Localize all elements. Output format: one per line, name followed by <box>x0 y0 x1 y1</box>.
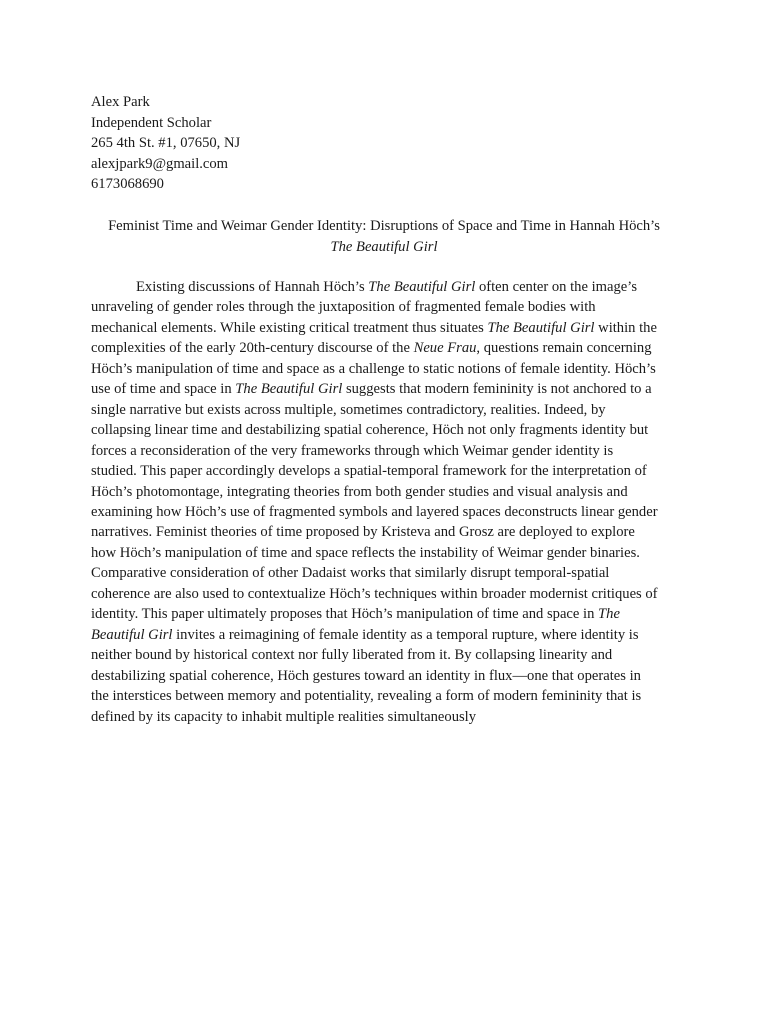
title-artwork-name: The Beautiful Girl <box>330 238 438 255</box>
text-run: often center on the image’s <box>475 279 637 295</box>
abstract-paragraph <box>91 277 691 727</box>
abstract-line: unraveling of gender roles through the juxtaposition of fragmented female bodies with <box>91 299 596 316</box>
text-run: mechanical elements. While existing critical treatment thus situates <box>91 319 488 336</box>
author-affiliation: Independent Scholar <box>91 114 212 131</box>
author-address: 265 4th St. #1, 07650, NJ <box>91 135 241 152</box>
italic-run: Neue Frau <box>413 340 477 357</box>
text-run: suggests that modern femininity is not anchored to a <box>342 381 652 398</box>
title-line-1: Feminist Time and Weimar Gender Identity: Disruptions of Space and Time in Hannah Höch’s <box>108 218 660 234</box>
author-name: Alex Park <box>91 94 150 110</box>
text-run: Existing discussions of Hannah Höch’s <box>136 279 369 295</box>
author-phone: 6173068690 <box>91 176 164 193</box>
text-run: , questions remain concerning <box>476 340 652 357</box>
author-email: alexjpark9@gmail.com <box>91 155 229 172</box>
abstract-line: Höch’s photomontage, integrating theories from both gender studies and visual analysis and <box>91 483 628 500</box>
title-line-2 <box>82 237 686 258</box>
text-run: invites a reimagining of female identity as a temporal rupture, where identity is <box>172 626 639 643</box>
abstract-line <box>91 277 691 297</box>
abstract-line <box>91 379 691 399</box>
paper-title <box>82 216 686 257</box>
author-info <box>91 92 240 195</box>
abstract-line: narratives. Feminist theories of time proposed by Kristeva and Grosz are deployed to explore <box>91 524 635 541</box>
abstract-line: neither bound by historical context nor fully liberated from it. By collapsing linearity and <box>91 647 613 664</box>
text-run: complexities of the early 20th-century discourse of the <box>91 340 414 357</box>
text-run: use of time and space in <box>91 381 236 398</box>
abstract-line: collapsing linear time and destabilizing spatial coherence, Höch not only fragments identity but <box>91 422 649 439</box>
italic-run: Beautiful Girl <box>91 626 173 643</box>
abstract-line: defined by its capacity to inhabit multiple realities simultaneously <box>91 708 477 725</box>
abstract-line: Comparative consideration of other Dadaist works that similarly disrupt temporal-spatial <box>91 565 610 582</box>
text-run: identity. This paper ultimately proposes that Höch’s manipulation of time and space in <box>91 606 599 623</box>
italic-run: The Beautiful Girl <box>487 319 595 336</box>
abstract-line: coherence are also used to contextualize Höch’s techniques within broader modernist critiques of <box>91 585 658 602</box>
text-run: within the <box>594 319 657 336</box>
abstract-line: destabilizing spatial coherence, Höch gestures toward an identity in flux—one that operates in <box>91 667 641 684</box>
abstract-line: examining how Höch’s use of fragmented symbols and layered spaces deconstructs linear gender <box>91 503 658 520</box>
abstract-line: Höch’s manipulation of time and space as a challenge to static notions of female identity. Höch’s <box>91 360 656 377</box>
italic-run: The Beautiful Girl <box>368 279 476 295</box>
abstract-line: studied. This paper accordingly develops a spatial-temporal framework for the interpretation of <box>91 463 647 480</box>
italic-run: The Beautiful Girl <box>235 381 343 398</box>
abstract-line: forces a reconsideration of the very frameworks through which Weimar gender identity is <box>91 442 614 459</box>
italic-run: The <box>598 606 620 623</box>
abstract-line: how Höch’s manipulation of time and space reflects the instability of Weimar gender binaries. <box>91 544 640 561</box>
abstract-line <box>91 604 691 624</box>
abstract-line <box>91 318 691 338</box>
abstract-line: single narrative but exists across multiple, sometimes contradictory, realities. Indeed, by <box>91 401 606 418</box>
abstract-line <box>91 338 691 358</box>
abstract-line <box>91 625 691 645</box>
abstract-line: the interstices between memory and potentiality, revealing a form of modern femininity that is <box>91 688 642 705</box>
